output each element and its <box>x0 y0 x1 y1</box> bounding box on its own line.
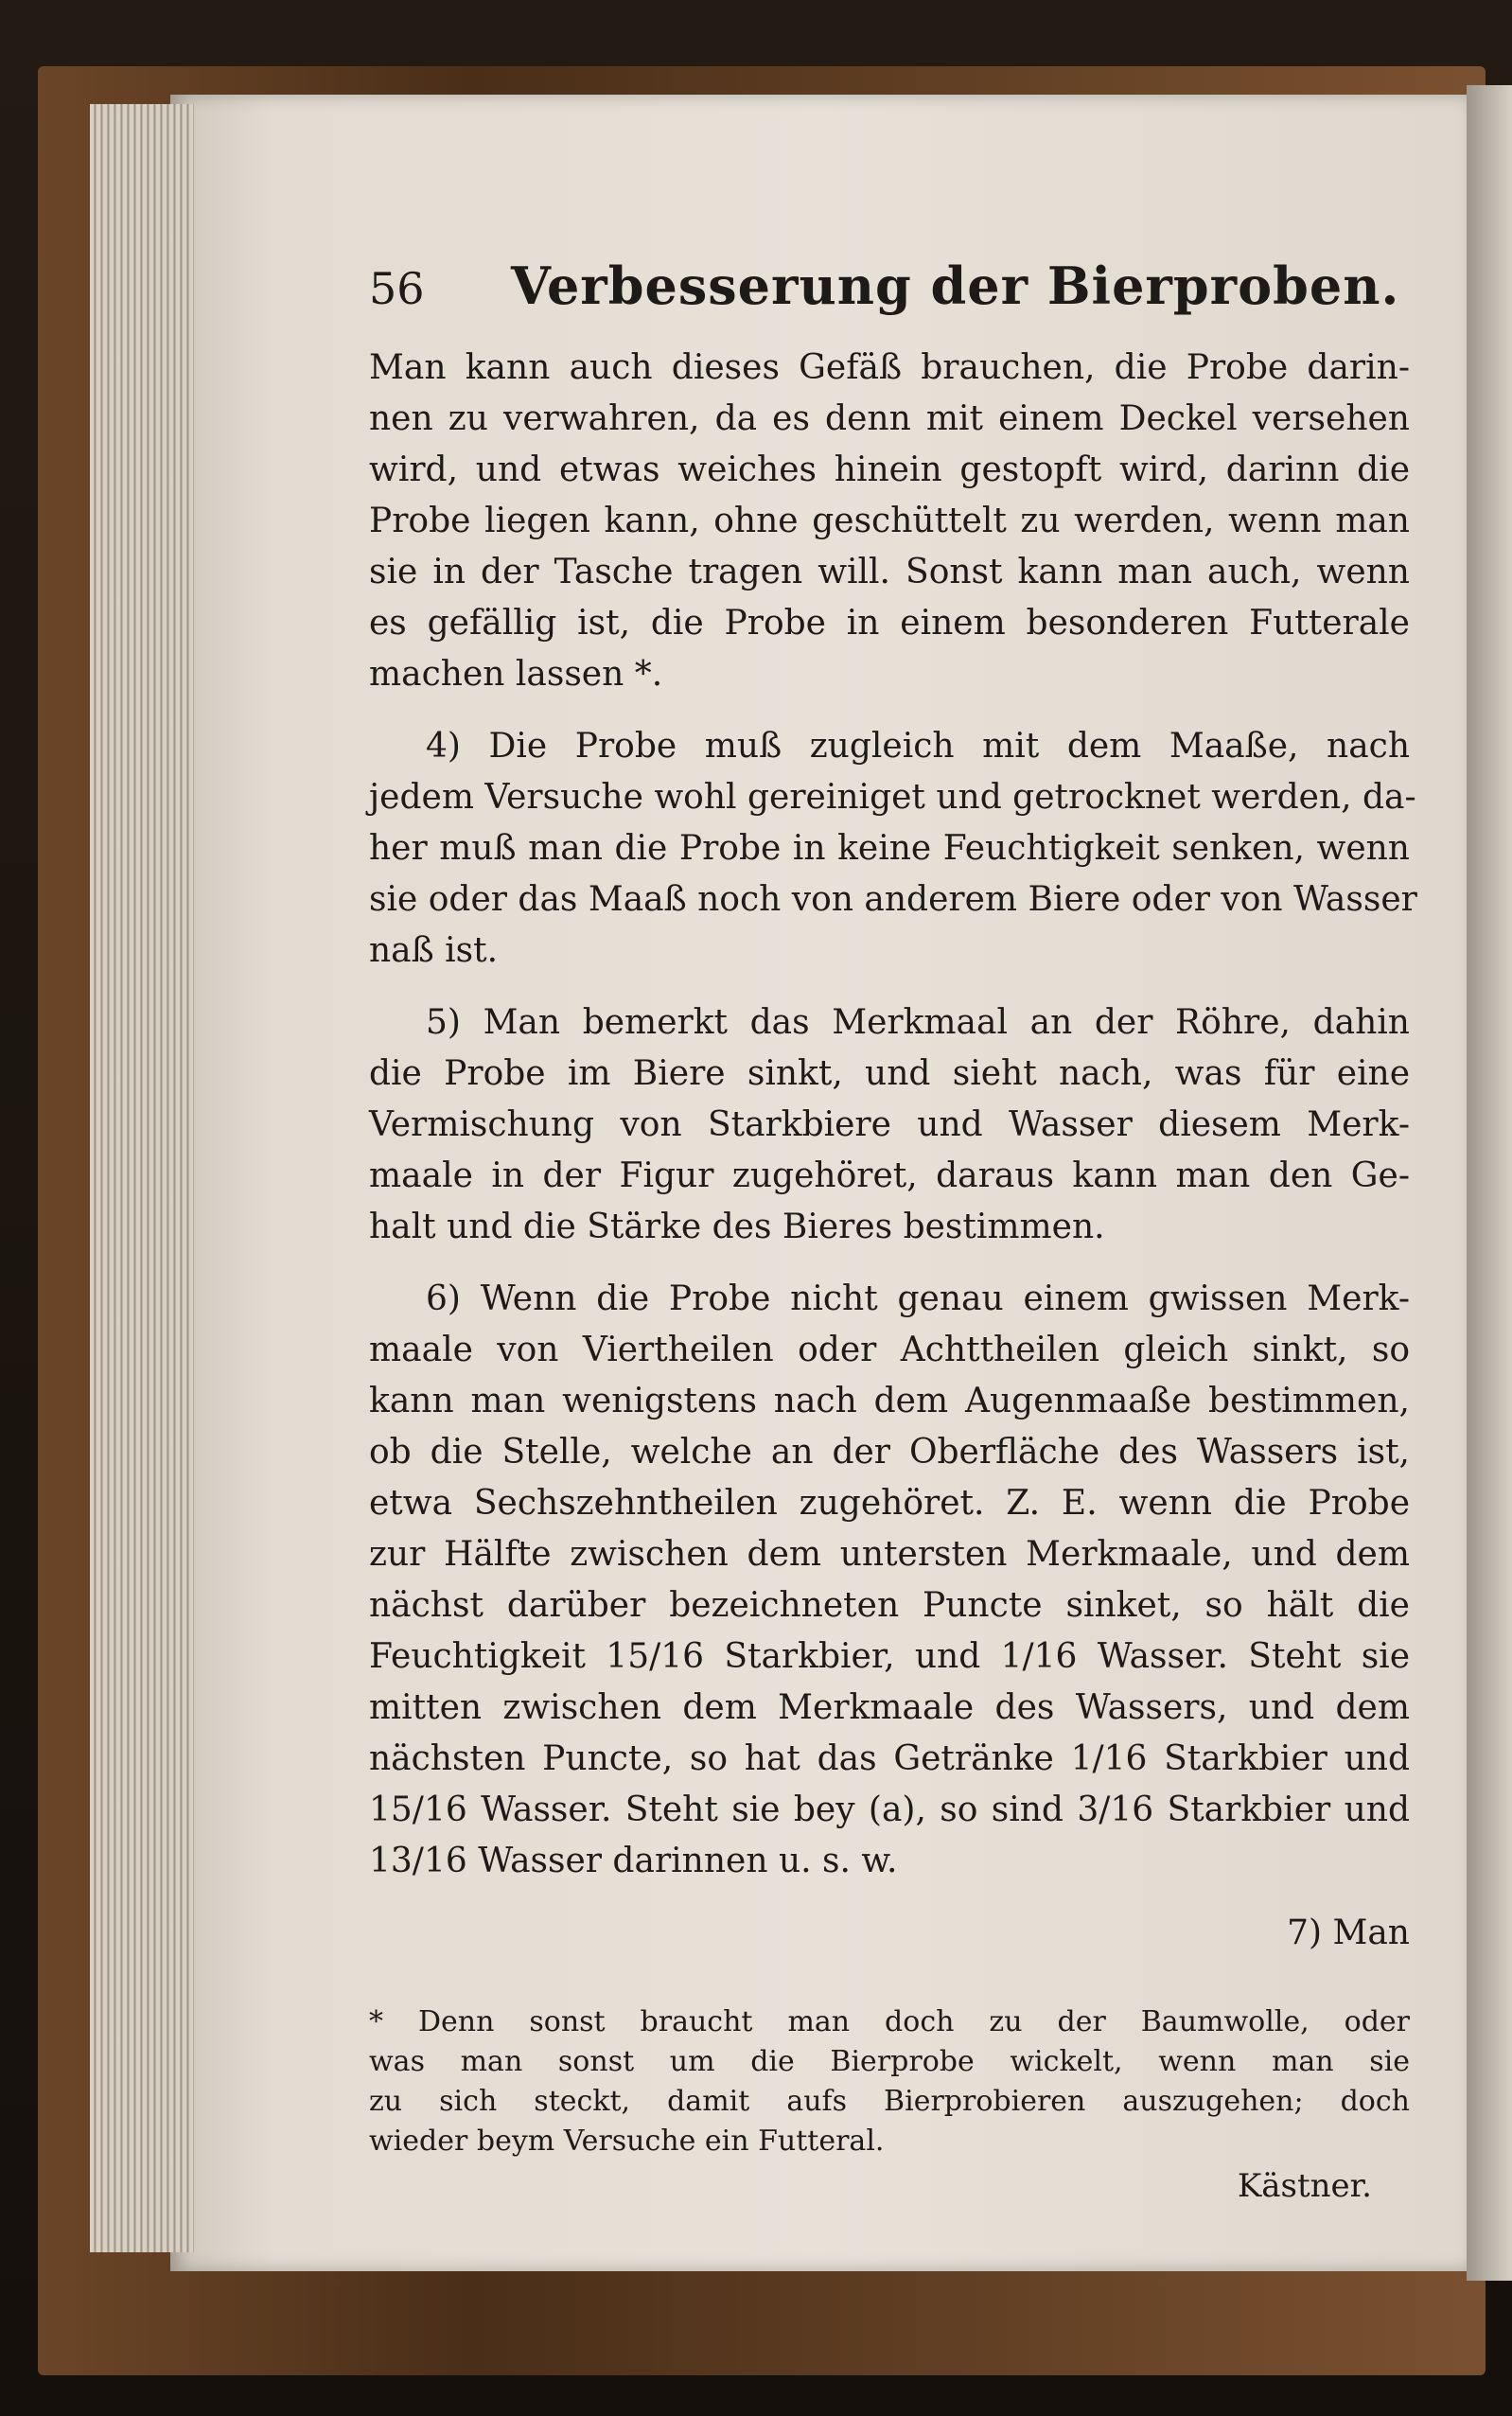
footnote <box>369 2002 1410 2205</box>
running-title: Verbesserung der Bierproben. <box>511 256 1400 316</box>
page-edges <box>90 104 194 2252</box>
text-line: Vermischung von Starkbiere und Wasser diesem Merk- <box>369 1105 1410 1144</box>
text-block <box>369 256 1417 2205</box>
text-line: Man kann auch dieses Gefäß brauchen, die Probe darin- <box>369 348 1410 387</box>
page-header <box>369 256 1410 331</box>
text-line: 15/16 Wasser. Steht sie bey (a), so sind 3/16 Starkbier und <box>369 1790 1410 1829</box>
text-line: machen lassen *. <box>369 655 663 694</box>
footnote-line: was man sonst um die Bierprobe wickelt, wenn man sie <box>369 2045 1410 2078</box>
text-line: 13/16 Wasser darinnen u. s. w. <box>369 1842 898 1880</box>
text-line: kann man wenigstens nach dem Augenmaaße bestimmen, <box>369 1382 1410 1420</box>
text-line: her muß man die Probe in keine Feuchtigkeit senken, wenn <box>369 829 1410 868</box>
text-line: Feuchtigkeit 15/16 Starkbier, und 1/16 Wasser. Steht sie <box>369 1637 1410 1676</box>
facing-page-edge <box>1467 85 1512 2281</box>
text-line: nächst darüber bezeichneten Puncte sinket, so hält die <box>369 1586 1410 1625</box>
text-line: 6) Wenn die Probe nicht genau einem gwissen Merk- <box>426 1279 1410 1318</box>
text-line: halt und die Stärke des Bieres bestimmen. <box>369 1208 1105 1246</box>
text-line: nen zu verwahren, da es denn mit einem Deckel versehen <box>369 399 1410 438</box>
footnote-signature: Kästner. <box>1237 2167 1372 2205</box>
footnote-line: wieder beym Versuche ein Futteral. <box>369 2125 885 2158</box>
text-line: ob die Stelle, welche an der Oberfläche des Wassers ist, <box>369 1433 1410 1472</box>
paragraph-4 <box>369 1274 1410 1887</box>
text-line: mitten zwischen dem Merkmaale des Wassers, und dem <box>369 1688 1410 1727</box>
text-line: sie oder das Maaß noch von anderem Biere oder von Wasser <box>369 880 1417 919</box>
text-line: jedem Versuche wohl gereiniget und getrocknet werden, da- <box>369 778 1416 817</box>
text-line: Probe liegen kann, ohne geschüttelt zu werden, wenn man <box>369 502 1410 540</box>
paragraph-2 <box>369 721 1417 977</box>
footnote-line: zu sich steckt, damit aufs Bierprobieren auszugehen; doch <box>369 2085 1410 2118</box>
text-line: 4) Die Probe muß zugleich mit dem Maaße, nach <box>426 727 1410 766</box>
page-number: 56 <box>369 263 425 314</box>
text-line: maale von Viertheilen oder Achttheilen gleich sinkt, so <box>369 1331 1410 1369</box>
text-line: maale in der Figur zugehöret, daraus kann man den Ge- <box>369 1156 1410 1195</box>
paragraph-1 <box>369 343 1410 700</box>
text-line: etwa Sechszehntheilen zugehöret. Z. E. wenn die Probe <box>369 1484 1410 1523</box>
text-line: es gefällig ist, die Probe in einem besonderen Futterale <box>369 604 1410 643</box>
paragraph-3 <box>369 997 1410 1253</box>
text-line: zur Hälfte zwischen dem untersten Merkmaale, und dem <box>369 1535 1410 1574</box>
text-line: nächsten Puncte, so hat das Getränke 1/16 Starkbier und <box>369 1739 1410 1778</box>
footnote-line: * Denn sonst braucht man doch zu der Baumwolle, oder <box>369 2005 1410 2038</box>
catchword: 7) Man <box>1287 1913 1410 1952</box>
text-line: die Probe im Biere sinkt, und sieht nach, was für eine <box>369 1054 1410 1093</box>
text-line: sie in der Tasche tragen will. Sonst kann man auch, wenn <box>369 553 1410 591</box>
text-line: wird, und etwas weiches hinein gestopft wird, darinn die <box>369 450 1410 489</box>
text-line: naß ist. <box>369 931 499 970</box>
text-line: 5) Man bemerkt das Merkmaal an der Röhre, dahin <box>426 1003 1410 1042</box>
